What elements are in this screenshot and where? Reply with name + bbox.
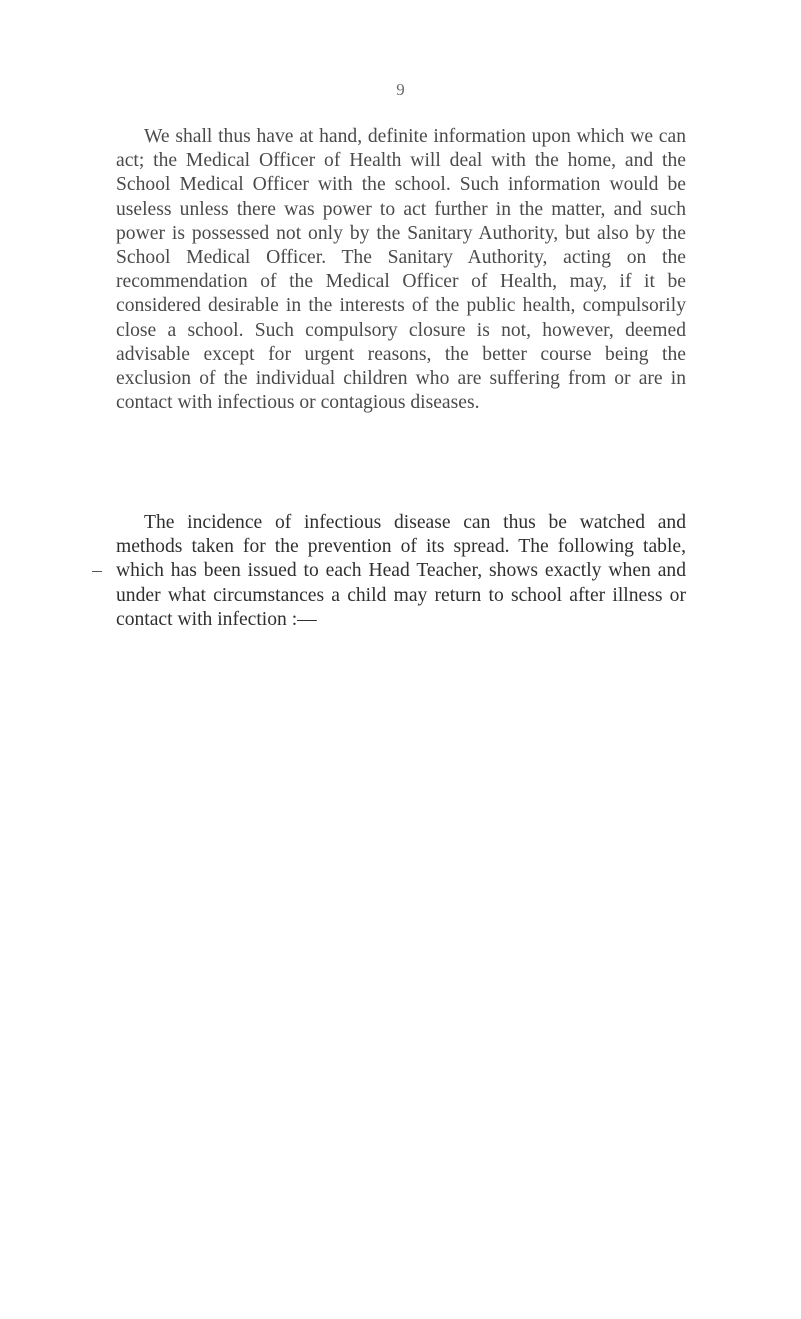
margin-dash-mark (92, 571, 102, 572)
paragraph-information-and-powers: We shall thus have at hand, definite information upon which we can act; the Medical Officer of Health will deal with the home, and the School Medical Officer with the school. Such information would be useless unless there was power to act further in the matter, and such power is possessed not only by the Sanitary Authority, but also by the School Medical Officer. The Sanitary Authority, acting on the recommendation of the Medical Officer of Health, may, if it be considered desirable in the interests of the public health, compulsorily close a school. Such compulsory closure is not, however, deemed advisable except for urgent reasons, the better course being the exclusion of the individual children who are suffering from or are in contact with infectious or contagious diseases. (116, 126, 686, 414)
paragraph-incidence-of-disease: The incidence of infectious disease can thus be watched and methods taken for the prevention of its spread. The following table, which has been issued to each Head Teacher, shows exactly when and under what circumstances a child may return to school after illness or contact with infection :— (116, 512, 686, 630)
page-number: 9 (396, 80, 405, 99)
